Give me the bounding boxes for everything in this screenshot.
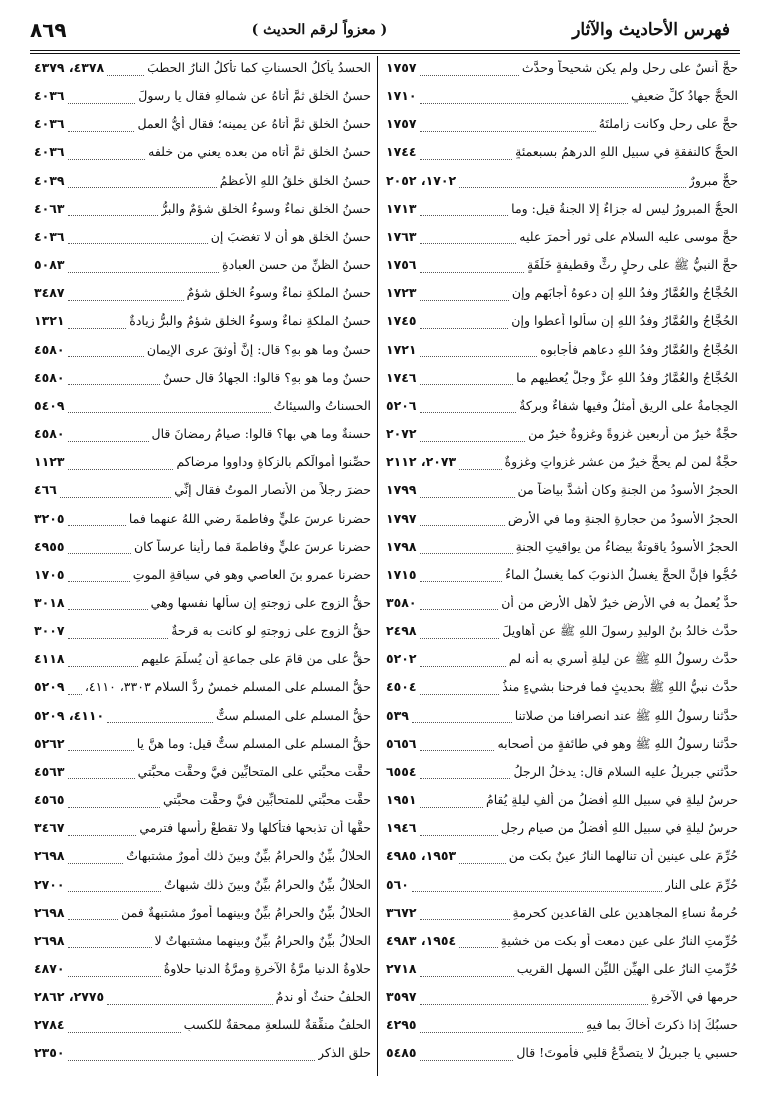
dot-leader (420, 835, 498, 836)
entry-reference-number: ٤٠٣٦ (34, 144, 65, 160)
entry-reference-number: ١٧٥٧ (386, 116, 417, 132)
index-entry (386, 370, 738, 394)
index-entry (386, 736, 738, 760)
entry-text: الحلالُ بيِّنٌ والحرامُ بيِّنٌ وبينهما أمورٌ مشتبهةٌ فمن (121, 904, 371, 920)
entry-reference-number: ٥٦٠ (386, 876, 409, 892)
index-entry (34, 60, 371, 84)
dot-leader (420, 1004, 648, 1005)
entry-text: حدَّث خالدُ بنُ الوليدِ رسولَ اللهِ ﷺ عن أهاويلَ (502, 623, 738, 639)
dot-leader (68, 863, 124, 864)
index-entry (386, 173, 738, 197)
dot-leader (420, 609, 499, 610)
dot-leader (68, 384, 160, 385)
entry-text: الحُجَّاجُ والعُمَّارُ وفدُ اللهِ دعاهم فأجابوه (540, 341, 738, 357)
entry-reference-number: ١٧٤٥ (386, 313, 417, 329)
dot-leader (420, 300, 509, 301)
dot-leader (459, 187, 686, 188)
index-entry (34, 708, 371, 732)
dot-leader (68, 187, 217, 188)
entry-reference-number: ٣٦٧٢ (386, 904, 417, 920)
entry-reference-number: ١٧٥٦ (386, 257, 417, 273)
index-entry (34, 370, 371, 394)
entry-reference-number: ٤١١٨ (34, 651, 65, 667)
index-entry (386, 454, 738, 478)
dot-leader (60, 497, 171, 498)
index-entry (386, 116, 738, 140)
entry-reference-number: ١٧٩٧ (386, 510, 417, 526)
entry-reference-number: ٤٥٠٤ (386, 679, 417, 695)
index-entry (34, 426, 371, 450)
index-entry (386, 961, 738, 985)
entry-reference-number: ٤٥٦٥ (34, 792, 65, 808)
entry-reference-number: ٢٧٧٥، ٢٨٦٢ (34, 989, 105, 1005)
dot-leader (107, 722, 213, 723)
dot-leader (68, 1032, 181, 1033)
entry-text: حقُّ الزوجِ على زوجتهِ لو كانت به قرحةٌ (171, 623, 371, 639)
index-entry (34, 877, 371, 901)
dot-leader (420, 919, 510, 920)
entry-text: حرمها في الآخرةِ (650, 989, 738, 1005)
index-entry (386, 313, 738, 337)
dot-leader (68, 976, 161, 977)
dot-leader (420, 356, 538, 357)
entry-text: حقٌّ على من قامَ على جماعةٍ أن يُسلِّمَ عليهم (141, 651, 371, 667)
entry-reference-number: ٤٠٦٣ (34, 200, 65, 216)
entry-reference-number: ١٧٤٤ (386, 144, 417, 160)
entry-reference-number: ٥٢٦٢ (34, 735, 65, 751)
entry-text: الحِجامةُ على الريقِ أمثلُ وفيها شفاءٌ وبركةٌ (519, 397, 738, 413)
index-entry (386, 679, 738, 703)
entry-text: حقُّ المسلمِ على المسلمِ ستٌّ قيل: وما هنَّ يا (136, 735, 371, 751)
dot-leader (420, 638, 500, 639)
entry-reference-number: ٢٦٩٨ (34, 904, 65, 920)
index-entry (34, 1017, 371, 1041)
dot-leader (68, 328, 127, 329)
index-entry (34, 454, 371, 478)
index-entry (34, 567, 371, 591)
entry-text: الحجُّ جهادُ كلِّ ضعيفٍ (631, 88, 738, 104)
entry-reference-number: ٣٤٨٧ (34, 285, 65, 301)
entry-reference-number: ٤٥٨٠ (34, 426, 65, 442)
entry-text: حسنٌ وما هو بهِ؟ قال: إنَّ أوثقَ عرى الإيمانِ (146, 341, 371, 357)
entry-reference-number: ٣٠٠٧ (34, 623, 65, 639)
dot-leader (68, 609, 148, 610)
entry-text: حسنُ الظنِّ من حسنِ العبادةِ (222, 257, 371, 273)
entry-reference-number: ٢٤٩٨ (386, 623, 417, 639)
dot-leader (68, 638, 169, 639)
entry-reference-number: ٢٧١٨ (386, 961, 417, 976)
dot-leader (68, 947, 152, 948)
column-divider (377, 56, 378, 1076)
entry-reference-number: ٥٤٠٩ (34, 397, 65, 413)
index-entry (386, 426, 738, 450)
entry-reference-number: ١٩٤٦ (386, 820, 417, 836)
dot-leader (68, 891, 161, 892)
dot-leader (420, 976, 514, 977)
index-entry (34, 679, 371, 703)
entry-reference-number: ٢٠٧٢ (386, 426, 417, 442)
entry-text: حسنةٌ وما هي بها؟ قالوا: صيامُ رمضانَ قال (151, 426, 371, 442)
entry-text: حقَّت محبَّتي للمتحابِّين فيَّ وحقَّت محبَّتي (163, 792, 371, 808)
index-entry (34, 961, 371, 985)
dot-leader (68, 778, 135, 779)
entry-reference-number: ٤٠٣٦ (34, 116, 65, 132)
entry-reference-number: ٤٠٣٦ (34, 88, 65, 104)
dot-leader (420, 778, 511, 779)
entry-reference-number: ١٩٥١ (386, 792, 417, 808)
entry-text: حجَّ على رحلٍ وكانت زاملتَهُ (598, 116, 738, 132)
entry-text: الحجرُ الأسودُ من الجنةِ وكان أشدَّ بياضاً من (517, 482, 738, 498)
index-entry (34, 482, 371, 506)
index-entry (386, 539, 738, 563)
dot-leader (68, 300, 184, 301)
dot-leader (68, 919, 119, 920)
dot-leader (107, 1004, 272, 1005)
index-entry (386, 511, 738, 535)
index-entry (34, 623, 371, 647)
entry-reference-number: ٤٠٣٩ (34, 172, 65, 188)
entry-text: حُرِّمَ على النارِ (664, 876, 738, 892)
entry-text: حقُّ المسلمِ على المسلمِ ستٌّ (215, 707, 371, 723)
entry-text: حلاوةُ الدنيا مرَّةُ الآخرةِ ومرَّةُ الدنيا حلاوةُ (163, 961, 371, 976)
index-entry (386, 482, 738, 506)
index-column-right (386, 60, 738, 1070)
entry-text: الحُجَّاجُ والعُمَّارُ وفدُ اللهِ عزَّ وجلَّ يُعطيهم ما (516, 369, 738, 385)
entry-text: حسبُكَ إذا ذكرتَ أخاكَ بما فيهِ (585, 1017, 738, 1033)
entry-text: الحلالُ بيِّنٌ والحرامُ بيِّنٌ وبينهما مشتبهاتٌ لا (154, 932, 371, 948)
index-entry (34, 989, 371, 1013)
dot-leader (68, 525, 126, 526)
dot-leader (420, 694, 500, 695)
index-entry (34, 257, 371, 281)
entry-reference-number: ١٧٩٩ (386, 482, 417, 498)
entry-text: الحجُّ المبرورُ ليس له جزاءٌ إلا الجنةُ قيل: وما (511, 200, 738, 216)
entry-text: حرسُ ليلةٍ في سبيلِ اللهِ أفضلُ من صيامِ رجلٍ (500, 820, 738, 836)
entry-reference-number: ١١٢٣ (34, 454, 65, 470)
dot-leader (68, 1060, 316, 1061)
entry-text: حُرِّمتِ النارُ على الهيِّنِ الليِّنِ السهلِ القريبِ (516, 961, 738, 976)
index-entry (386, 933, 738, 957)
entry-text: حقُّ الزوجِ على زوجتهِ إن سألها نفسها وهي (150, 594, 371, 610)
page-header (30, 16, 730, 44)
entry-text: حسنُ الملكةِ نماءٌ وسوءُ الخلقِ شؤمٌ (186, 285, 371, 301)
entry-text: حجَّ موسى عليه السلام على ثورٍ أحمرَ عليه (519, 228, 738, 244)
index-entry (386, 623, 738, 647)
dot-leader (420, 75, 519, 76)
index-entry (34, 342, 371, 366)
dot-leader (420, 131, 596, 132)
entry-reference-number: ٥٢٠٦ (386, 397, 417, 413)
entry-text: حجَّةٌ خيرٌ من أربعين غزوةً وغزوةٌ خيرٌ من (528, 426, 738, 442)
dot-leader (412, 722, 512, 723)
dot-leader (420, 525, 505, 526)
entry-text: الحجرُ الأسودُ من حجارةِ الجنةِ وما في الأرضِ (507, 510, 738, 526)
index-entry (34, 792, 371, 816)
index-entry (386, 257, 738, 281)
dot-leader (68, 159, 146, 160)
header-rule (30, 50, 740, 51)
entry-reference-number: ٢٣٥٠ (34, 1045, 65, 1061)
dot-leader (68, 412, 271, 413)
index-entry (386, 905, 738, 929)
entry-reference-number: ٤٣٧٨، ٤٣٧٩ (34, 60, 105, 75)
dot-leader (420, 243, 517, 244)
entry-text: حضرنا عرسَ عليٍّ وفاطمةَ رضي اللهُ عنهما فما (128, 510, 371, 526)
index-entry (34, 933, 371, 957)
dot-leader (420, 666, 506, 667)
entry-reference-number: ١٧١٠ (386, 88, 417, 104)
entry-reference-number: ٣٤٦٧ (34, 820, 65, 836)
entry-text: حصِّنوا أموالَكم بالزكاةِ وداووا مرضاكم (176, 454, 371, 470)
index-entry (386, 342, 738, 366)
index-entry (386, 595, 738, 619)
dot-leader (420, 159, 513, 160)
index-entry (34, 1045, 371, 1069)
dot-leader (420, 807, 483, 808)
entry-text: حُجُّوا فإنَّ الحجَّ يغسلُ الذنوبَ كما يغسلُ الماءُ (505, 566, 738, 582)
index-entry (386, 651, 738, 675)
page-number: ٨٦٩ (30, 18, 67, 42)
entry-reference-number: ١٩٥٤، ٤٩٨٣ (386, 932, 457, 948)
entry-text: حقَّت محبَّتي على المتحابِّين فيَّ وحقَّت محبَّتي (137, 763, 371, 779)
entry-text: حدَّثنا رسولُ اللهِ ﷺ عند انصرافنا من صلاتنا (514, 707, 738, 723)
dot-leader (420, 103, 628, 104)
dot-leader (420, 1032, 583, 1033)
index-entry (386, 820, 738, 844)
entry-reference-number: ٤٥٦٣ (34, 763, 65, 779)
entry-reference-number: ٥٢٠٩ (34, 679, 65, 695)
index-entry (386, 1017, 738, 1041)
index-entry (34, 173, 371, 197)
dot-leader (68, 215, 159, 216)
entry-text: حرسُ ليلةٍ في سبيلِ اللهِ أفضلُ من ألفِ ليلةٍ يُقامُ (485, 792, 738, 808)
dot-leader (420, 1060, 514, 1061)
dot-leader (420, 581, 503, 582)
entry-text: الحلالُ بيِّنٌ والحرامُ بيِّنٌ وبينَ ذلك أمورٌ مشتبهاتٌ (126, 848, 371, 864)
entry-text: حُرِّمَ على عينينِ أن تنالهما النارُ عينٌ بكت من (508, 848, 738, 864)
index-entry (386, 848, 738, 872)
entry-text: الحلفُ منفِّقةٌ للسلعةِ ممحقةٌ للكسبِ (183, 1017, 371, 1033)
index-entry (34, 764, 371, 788)
index-entry (386, 1045, 738, 1069)
entry-reference-number: ١٧٥٧ (386, 60, 417, 75)
index-entry (386, 989, 738, 1013)
dot-leader (420, 750, 495, 751)
index-entry (386, 285, 738, 309)
entry-reference-number: ١٧٢٣ (386, 285, 417, 301)
entry-text: الحجرُ الأسودُ ياقوتةٌ بيضاءُ من يواقيتِ الجنةِ (515, 538, 738, 554)
entry-reference-number: ٢٦٩٨ (34, 932, 65, 948)
index-entry (34, 848, 371, 872)
entry-text: حدَّث رسولُ اللهِ ﷺ عن ليلةِ أُسري به أنه لم (508, 651, 738, 667)
entry-reference-number: ١٧١٥ (386, 566, 417, 582)
entry-text: حسنُ الخلقِ هو أن لا تغضبَ إن (210, 228, 371, 244)
entry-text: الحُجَّاجُ والعُمَّارُ وفدُ اللهِ إن دعوهُ أجابَهم وإن (511, 285, 738, 301)
entry-text: حسنُ الملكةِ نماءٌ وسوءُ الخلقِ شؤمٌ والبرُّ زيادةٌ (129, 313, 371, 329)
entry-text: حسنُ الخلقِ ثمَّ أتاه من بعده يعني من خلفه (148, 144, 371, 160)
dot-leader (68, 581, 130, 582)
entry-text: حضرَ رجلاً من الأنصارِ الموتُ فقال إنِّي (174, 482, 371, 498)
entry-text: الحسناتُ والسيئاتُ (273, 397, 371, 413)
entry-reference-number: ١٧٤٦ (386, 369, 417, 385)
index-entry (34, 820, 371, 844)
dot-leader (459, 863, 506, 864)
index-entry (386, 229, 738, 253)
dot-leader (68, 272, 220, 273)
dot-leader (420, 328, 509, 329)
entry-reference-number: ٦٥٥٤ (386, 763, 417, 779)
index-entry (34, 201, 371, 225)
entry-text: حضرنا عرسَ عليٍّ وفاطمةَ فما رأينا عرساً كان (133, 538, 371, 554)
dot-leader (420, 384, 514, 385)
dot-leader (68, 807, 160, 808)
dot-leader (107, 75, 144, 76)
index-entry (386, 567, 738, 591)
page-title: فهرس الأحاديث والآثار (572, 20, 730, 40)
entry-text: الحسدُ يأكلُ الحسناتِ كما تأكلُ النارُ الحطبَ (147, 60, 371, 75)
entry-text: حقُّها أن تذبحها فتأكلها ولا تقطعْ رأسها فترمي (139, 820, 371, 836)
entry-text: حقُّ المسلمِ على المسلمِ خمسٌ ردُّ السلامِ ٣٣٠٣، ٤١١٠، (84, 679, 371, 695)
index-entry (386, 144, 738, 168)
entry-reference-number: ٤٥٨٠ (34, 369, 65, 385)
entry-reference-number: ١٧٦٣ (386, 228, 417, 244)
entry-reference-number: ٢٧٨٤ (34, 1017, 65, 1033)
entry-text: حسنُ الخلقِ نماءٌ وسوءُ الخلقِ شؤمٌ والبرُّ (161, 200, 371, 216)
entry-text: حدَّثني جبريلُ عليه السلام قال: يدخلُ الرجلُ (513, 763, 738, 779)
dot-leader (459, 947, 497, 948)
entry-text: حدٌّ يُعملُ به في الأرضِ خيرٌ لأهلِ الأرضِ من أن (501, 594, 738, 610)
entry-reference-number: ١٣٢١ (34, 313, 65, 329)
entry-reference-number: ١٧٠٥ (34, 566, 65, 582)
entry-text: حدَّثنا رسولُ اللهِ ﷺ وهو في طائفةٍ من أصحابه (497, 735, 738, 751)
entry-reference-number: ١٧٩٨ (386, 538, 417, 554)
index-entry (386, 764, 738, 788)
index-entry (34, 88, 371, 112)
entry-reference-number: ٤٠٣٦ (34, 228, 65, 244)
entry-reference-number: ١٧٢١ (386, 341, 417, 357)
entry-reference-number: ٤٩٥٥ (34, 538, 65, 554)
entry-reference-number: ١٩٥٣، ٤٩٨٥ (386, 848, 457, 864)
index-entry (34, 736, 371, 760)
index-entry (34, 229, 371, 253)
header-rule-double (30, 53, 740, 54)
entry-text: حسبي يا جبريلُ لا يتصدَّعُ قلبي فأموتَ! قال (516, 1045, 738, 1061)
index-entry (386, 877, 738, 901)
entry-reference-number: ٥٤٨٥ (386, 1045, 417, 1061)
index-entry (34, 116, 371, 140)
index-entry (34, 905, 371, 929)
entry-reference-number: ٢٦٩٨ (34, 848, 65, 864)
index-entry (386, 398, 738, 422)
entry-reference-number: ٥٣٩ (386, 707, 409, 723)
entry-text: حجَّةٌ لمن لم يحجَّ خيرٌ من عشرِ غزواتٍ وغزوةٌ (504, 454, 738, 470)
entry-reference-number: ٥٢٠٢ (386, 651, 417, 667)
index-entry (34, 313, 371, 337)
index-entry (34, 539, 371, 563)
entry-text: حُرِّمتِ النارُ على عينٍ دمعت أو بكت من خشيةِ (500, 932, 738, 948)
entry-reference-number: ٣٥٩٧ (386, 989, 417, 1005)
entry-reference-number: ٤٨٧٠ (34, 961, 65, 976)
entry-text: الحلالُ بيِّنٌ والحرامُ بيِّنٌ وبينَ ذلك شبهاتٌ (163, 876, 371, 892)
index-entry (34, 595, 371, 619)
dot-leader (68, 441, 149, 442)
entry-reference-number: ١٧٠٢، ٢٠٥٢ (386, 172, 457, 188)
entry-reference-number: ٤٢٩٥ (386, 1017, 417, 1033)
entry-reference-number: ٤٥٨٠ (34, 341, 65, 357)
entry-text: حجَّ أنسٌ على رحلٍ ولم يكن شحيحاً وحدَّث (521, 60, 738, 75)
dot-leader (420, 272, 525, 273)
dot-leader (412, 891, 662, 892)
entry-reference-number: ٤١١٠، ٥٢٠٩ (34, 707, 105, 723)
dot-leader (68, 666, 139, 667)
entry-text: حسنُ الخلقِ خلقُ اللهِ الأعظمُ (219, 172, 371, 188)
dot-leader (68, 694, 82, 695)
index-entry (34, 285, 371, 309)
index-column-left (34, 60, 371, 1070)
entry-reference-number: ٢٠٧٣، ٢١١٢ (386, 454, 457, 470)
entry-reference-number: ١٧١٣ (386, 200, 417, 216)
entry-reference-number: ٥٦٥٦ (386, 735, 417, 751)
dot-leader (420, 441, 526, 442)
entry-text: حجَّ النبيُّ ﷺ على رحلٍ رثٍّ وقطيفةٍ خَلَقَةٍ (527, 257, 738, 273)
entry-reference-number: ٣٢٠٥ (34, 510, 65, 526)
index-entry (34, 651, 371, 675)
index-entry (34, 144, 371, 168)
entry-text: حسنُ الخلقِ ثمَّ أتاهُ عن يمينه؛ فقال أيُّ العملِ (137, 116, 371, 132)
entry-text: الحُجَّاجُ والعُمَّارُ وفدُ اللهِ إن سألوا أُعطوا وإن (511, 313, 738, 329)
dot-leader (68, 469, 174, 470)
entry-reference-number: ٢٧٠٠ (34, 876, 65, 892)
dot-leader (420, 215, 509, 216)
dot-leader (68, 750, 134, 751)
entry-text: الحلفُ حنثٌ أو ندمٌ (275, 989, 371, 1005)
index-entry (386, 792, 738, 816)
dot-leader (420, 497, 515, 498)
entry-reference-number: ٤٦٦ (34, 482, 57, 498)
index-entry (386, 708, 738, 732)
entry-text: حضرنا عمرو بنَ العاصي وهو في سياقةِ الموتِ (132, 566, 371, 582)
entry-text: حسنُ الخلقِ ثمَّ أتاهُ عن شمالهِ فقال يا رسولَ (138, 88, 371, 104)
entry-text: حسنٌ وما هو بهِ؟ قالوا: الجهادُ قال حسنٌ (162, 369, 371, 385)
dot-leader (420, 553, 513, 554)
entry-text: حدَّث نبيُّ اللهِ ﷺ بحديثٍ فما فرحنا بشيءٍ منذُ (502, 679, 738, 695)
index-entry (386, 201, 738, 225)
entry-text: الحجُّ كالنفقةِ في سبيلِ اللهِ الدرهمُ بسبعمئةٍ (515, 144, 738, 160)
entry-text: حُرمةُ نساءِ المجاهدين على القاعدين كحرمةِ (512, 904, 738, 920)
entry-reference-number: ٣٠١٨ (34, 594, 65, 610)
dot-leader (459, 469, 501, 470)
dot-leader (68, 356, 144, 357)
index-entry (386, 60, 738, 84)
index-entry (34, 398, 371, 422)
dot-leader (68, 835, 137, 836)
dot-leader (68, 553, 131, 554)
dot-leader (68, 131, 135, 132)
entry-reference-number: ٥٠٨٣ (34, 257, 65, 273)
page-subtitle: ( معزواً لرقم الحديث ) (251, 22, 388, 38)
entry-text: حلق الذكر (318, 1045, 371, 1061)
dot-leader (68, 103, 136, 104)
index-entry (34, 511, 371, 535)
entry-reference-number: ٣٥٨٠ (386, 594, 417, 610)
dot-leader (68, 243, 208, 244)
entry-text: حجٌّ مبرورٌ (688, 172, 738, 188)
dot-leader (420, 412, 517, 413)
index-entry (386, 88, 738, 112)
